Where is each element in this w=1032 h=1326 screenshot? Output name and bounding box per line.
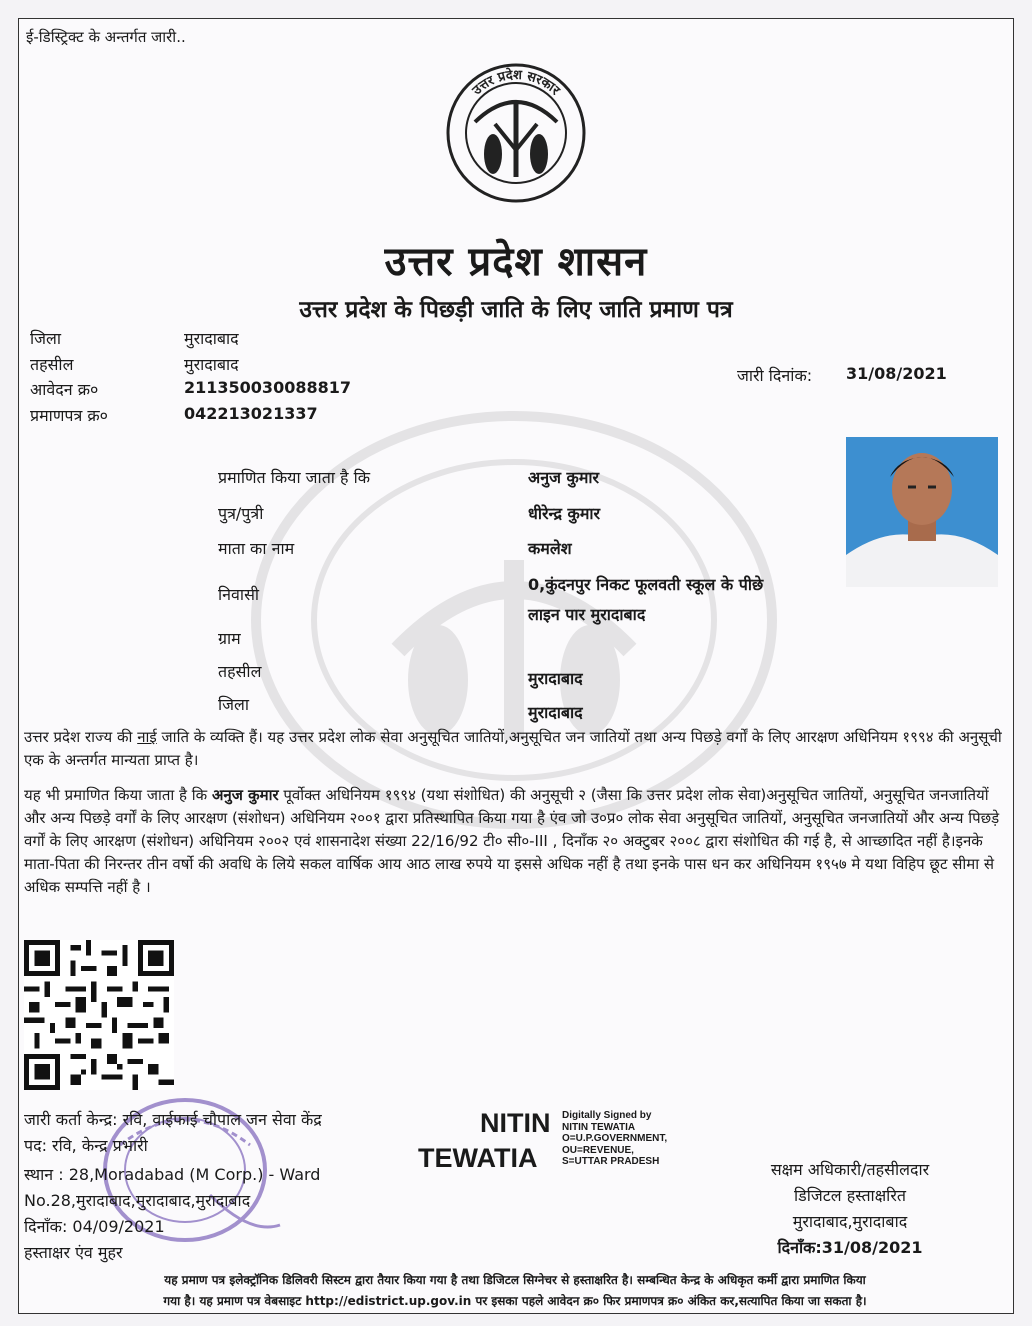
footer-note: यह प्रमाण पत्र इलेक्ट्रॉनिक डिलिवरी सिस्टम द्वारा तैयार किया गया है तथा डिजिटल सिग्नेचर से हस्ताक्षरित है। सम्बन्धित केन्द्र के अधिकृत कर्मी द्वारा प्रमाणित किया गया है। यह प्रमाण पत्र वेबसाइट http://edistrict.up.gov.in पर इसका पहले आवेदन क्र० फिर प्रमाणपत्र क्र० अंकित कर,सत्यापित किया जा सकता है।	[163, 1273, 867, 1308]
applicant-name: अनुज कुमार	[528, 468, 600, 487]
qr-code	[24, 940, 174, 1090]
issue-date-value: 31/08/2021	[846, 364, 947, 383]
mother-name: कमलेश	[528, 539, 572, 558]
certificate-number: 042213021337	[184, 404, 318, 423]
certificate-paragraph-1: उत्तर प्रदेश राज्य की नाई जाति के व्यक्ति हैं। यह उत्तर प्रदेश लोक सेवा अनुसूचित जातियों,अनुसूचित जन जातियों तथा अन्य पिछड़े वर्गों के लिए आरक्षण अधिनियम १९९४ की अनुसूची एक के अन्तर्गत मान्यता प्राप्त है।	[24, 728, 1002, 769]
detail-label: पुत्र/पुत्री	[218, 504, 264, 523]
applicant-name-inline: अनुज कुमार	[211, 786, 279, 804]
meta-label: प्रमाणपत्र क्र०	[30, 406, 108, 425]
detail-label: माता का नाम	[218, 539, 295, 558]
header-note: ई-डिस्ट्रिक्ट के अन्तर्गत जारी..	[26, 28, 186, 46]
digital-signature-details: Digitally Signed by NITIN TEWATIA O=U.P.GOVERNMENT, OU=REVENUE, S=UTTAR PRADESH	[562, 1110, 668, 1167]
issuing-centre: जारी कर्ता केन्द्र: रवि, वाईफाई चौपाल जन सेवा केंद्र	[24, 1110, 322, 1129]
meta-value: मुरादाबाद	[184, 329, 239, 348]
document-title: उत्तर प्रदेश शासन	[384, 239, 648, 285]
issuer-place-line-2: No.28,मुरादाबाद,मुरादाबाद,मुरादाबाद	[24, 1191, 251, 1210]
detail-label: ग्राम	[218, 629, 241, 648]
tehsil-value: मुरादाबाद	[528, 669, 583, 688]
competent-authority: सक्षम अधिकारी/तहसीलदार डिजिटल हस्ताक्षरित मुरादाबाद,मुरादाबाद दिनाँक:31/08/2021	[770, 1160, 930, 1257]
issuer-date: दिनाँक: 04/09/2021	[24, 1217, 165, 1236]
signature-and-seal-label: हस्ताक्षर एंव मुहर	[24, 1243, 123, 1262]
document-subtitle: उत्तर प्रदेश के पिछड़ी जाति के लिए जाति प्रमाण पत्र	[299, 297, 733, 323]
address-line-1: 0,कुंदनपुर निकट फूलवती स्कूल के पीछे	[528, 575, 764, 594]
signer-name-line-2: TEWATIA	[418, 1143, 538, 1173]
meta-label: जिला	[30, 329, 62, 348]
emblem-seal-text	[445, 62, 587, 204]
detail-label: निवासी	[218, 585, 260, 604]
issue-date-label: जारी दिनांक:	[737, 366, 813, 385]
parent-name: धीरेन्द्र कुमार	[528, 504, 601, 523]
meta-value: मुरादाबाद	[184, 355, 239, 374]
certificate-paragraph-2: यह भी प्रमाणित किया जाता है कि अनुज कुमार पूर्वोक्त अधिनियम १९९४ (यथा संशोधित) की अनुसूची २ (जैसा कि उत्तर प्रदेश लोक सेवा)अनुसूचित जातियों, अनुसूचित जनजातियों और अन्य पिछड़े वर्गों के लिए आरक्षण (संशोधन) अधिनियम २००१ द्वारा प्रतिस्थापित किया गया है एंव जो उ०प्र० लोक सेवा अनुसूचित जातियों, अनुसूचित जनजातियों और अन्य पिछड़े वर्गों के लिए आरक्षण (संशोधन) अधिनियम २००२ एवं शासनादेश संख्या 22/16/92 टी० सी०-III , दिनाँक २० अक्टुबर २००८ द्वारा संशोधित की गई है, से आच्छादित नहीं है।इनके माता-पिता की निरन्तर तीन वर्षो की अवधि के लिये सकल वार्षिक आय आठ लाख रुपये या इससे अधिक नहीं है तथा इनके पास धन कर अधिनियम १९५७ मे यथा विहिप छूट सीमा से अधिक सम्पत्ति नहीं है ।	[24, 786, 1000, 896]
issuer-post: पद: रवि, केन्द्र प्रभारी	[24, 1136, 148, 1155]
detail-label: प्रमाणित किया जाता है कि	[218, 468, 371, 487]
meta-label: तहसील	[30, 355, 74, 374]
district-value: मुरादाबाद	[528, 703, 583, 722]
detail-label: जिला	[218, 695, 250, 714]
detail-label: तहसील	[218, 662, 262, 681]
meta-label: आवेदन क्र०	[30, 380, 99, 399]
caste-name: नाई	[137, 728, 157, 746]
applicant-photo	[846, 437, 998, 587]
address-line-2: लाइन पार मुरादाबाद	[528, 605, 646, 624]
signer-name-line-1: NITIN	[480, 1108, 551, 1138]
svg-text:उत्तर प्रदेश सरकार: उत्तर प्रदेश सरकार	[469, 67, 563, 99]
application-number: 211350030088817	[184, 378, 351, 397]
issuer-place-line-1: स्थान : 28,Moradabad (M Corp.) - Ward	[24, 1165, 321, 1184]
